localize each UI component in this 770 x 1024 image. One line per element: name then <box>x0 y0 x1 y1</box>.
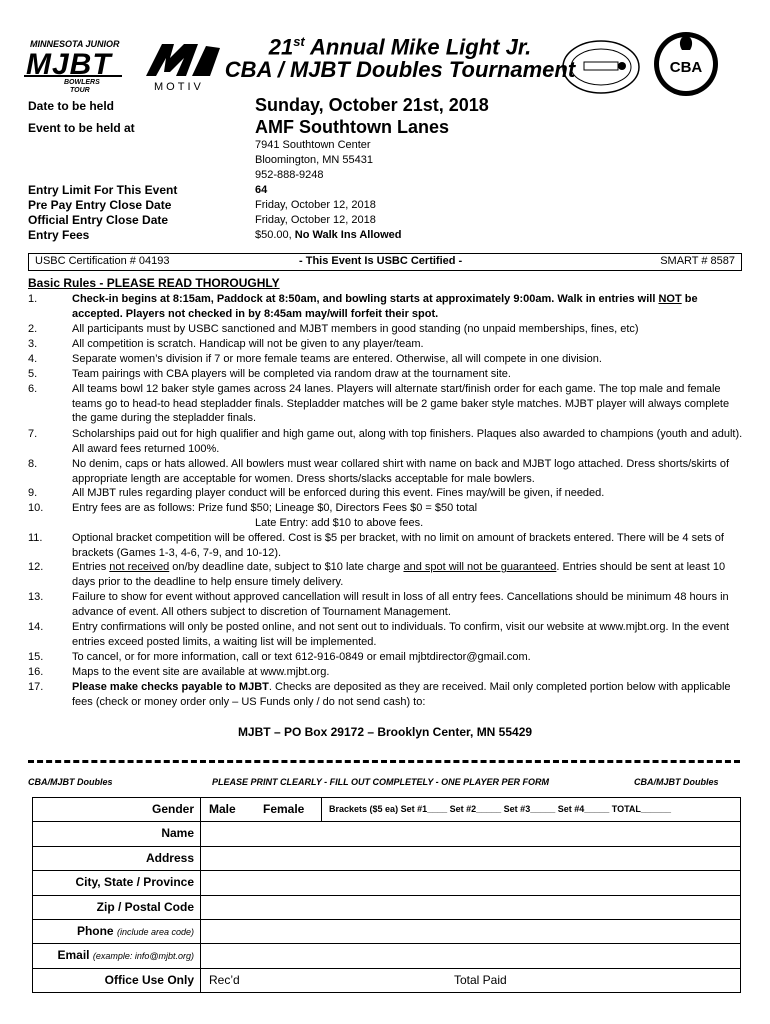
gender-female-option[interactable]: Female <box>263 802 305 816</box>
motiv-text: MOTIV <box>154 81 204 93</box>
entry-limit-label: Entry Limit For This Event <box>28 183 178 197</box>
address-line-2: Bloomington, MN 55431 <box>255 154 374 166</box>
cut-line-divider <box>28 760 740 763</box>
title-line-1: 21st Annual Mike Light Jr. <box>268 34 532 60</box>
cba-text: CBA <box>669 59 703 76</box>
address-line-1: 7941 Southtown Center <box>255 139 371 151</box>
mailing-address: MJBT – PO Box 29172 – Brooklyn Center, MN 55429 <box>237 725 533 739</box>
cba-logo <box>652 30 720 98</box>
mjbt-logo-sub2: TOUR <box>70 87 90 94</box>
location-value: AMF Southtown Lanes <box>255 117 449 137</box>
email-label: Email (example: info@mjbt.org) <box>33 944 201 967</box>
address-row <box>33 847 740 871</box>
prepay-value: Friday, October 12, 2018 <box>255 199 376 211</box>
gender-male-option[interactable]: Male <box>209 802 236 816</box>
mjbt-logo-sub1: BOWLERS <box>64 79 100 86</box>
mjbt-logo-top: MINNESOTA JUNIOR <box>30 39 120 49</box>
name-row <box>33 822 740 846</box>
brackets-field[interactable]: Brackets ($5 ea) Set #1____ Set #2_____ Set #3_____ Set #4_____ TOTAL______ <box>329 804 671 814</box>
form-header-left: CBA/MJBT Doubles <box>28 777 113 787</box>
entry-fees-label: Entry Fees <box>28 228 90 242</box>
total-paid-field: Total Paid <box>454 972 507 987</box>
zip-row <box>33 896 740 920</box>
title-line-2: CBA / MJBT Doubles Tournament <box>224 57 576 82</box>
entry-fees-value: $50.00, No Walk Ins Allowed <box>255 229 402 241</box>
gender-row <box>33 798 740 822</box>
phone-label: Phone (include area code) <box>33 920 201 943</box>
rules-heading: Basic Rules - PLEASE READ THOROUGHLY <box>28 276 280 290</box>
usbc-certified-notice: - This Event Is USBC Certified - <box>299 255 463 267</box>
entry-form <box>32 797 741 993</box>
name-label: Name <box>33 822 201 845</box>
address-label: Address <box>33 847 201 870</box>
prepay-label: Pre Pay Entry Close Date <box>28 198 172 212</box>
smart-number: SMART # 8587 <box>660 255 735 267</box>
association-seal-logo <box>560 38 642 96</box>
mjbt-logo <box>22 36 132 94</box>
form-header-instructions: PLEASE PRINT CLEARLY - FILL OUT COMPLETELY - ONE PLAYER PER FORM <box>212 777 550 787</box>
phone-number: 952-888-9248 <box>255 169 324 181</box>
gender-label: Gender <box>33 798 201 821</box>
usbc-certification: USBC Certification # 04193 <box>35 255 170 267</box>
mjbt-logo-main: MJBT <box>26 48 112 81</box>
official-close-label: Official Entry Close Date <box>28 213 169 227</box>
email-row <box>33 944 740 968</box>
date-label: Date to be held <box>28 99 115 113</box>
zip-label: Zip / Postal Code <box>33 896 201 919</box>
entry-limit-value: 64 <box>255 184 268 196</box>
city-label: City, State / Province <box>33 871 201 894</box>
office-use-label: Office Use Only <box>33 969 201 992</box>
received-field: Rec’d <box>209 972 240 987</box>
city-row <box>33 871 740 895</box>
certification-bar <box>28 253 742 271</box>
date-value: Sunday, October 21st, 2018 <box>255 95 489 115</box>
official-close-value: Friday, October 12, 2018 <box>255 214 376 226</box>
location-label: Event to be held at <box>28 121 135 135</box>
phone-row <box>33 920 740 944</box>
office-use-row <box>33 969 740 992</box>
form-header-right: CBA/MJBT Doubles <box>634 777 719 787</box>
